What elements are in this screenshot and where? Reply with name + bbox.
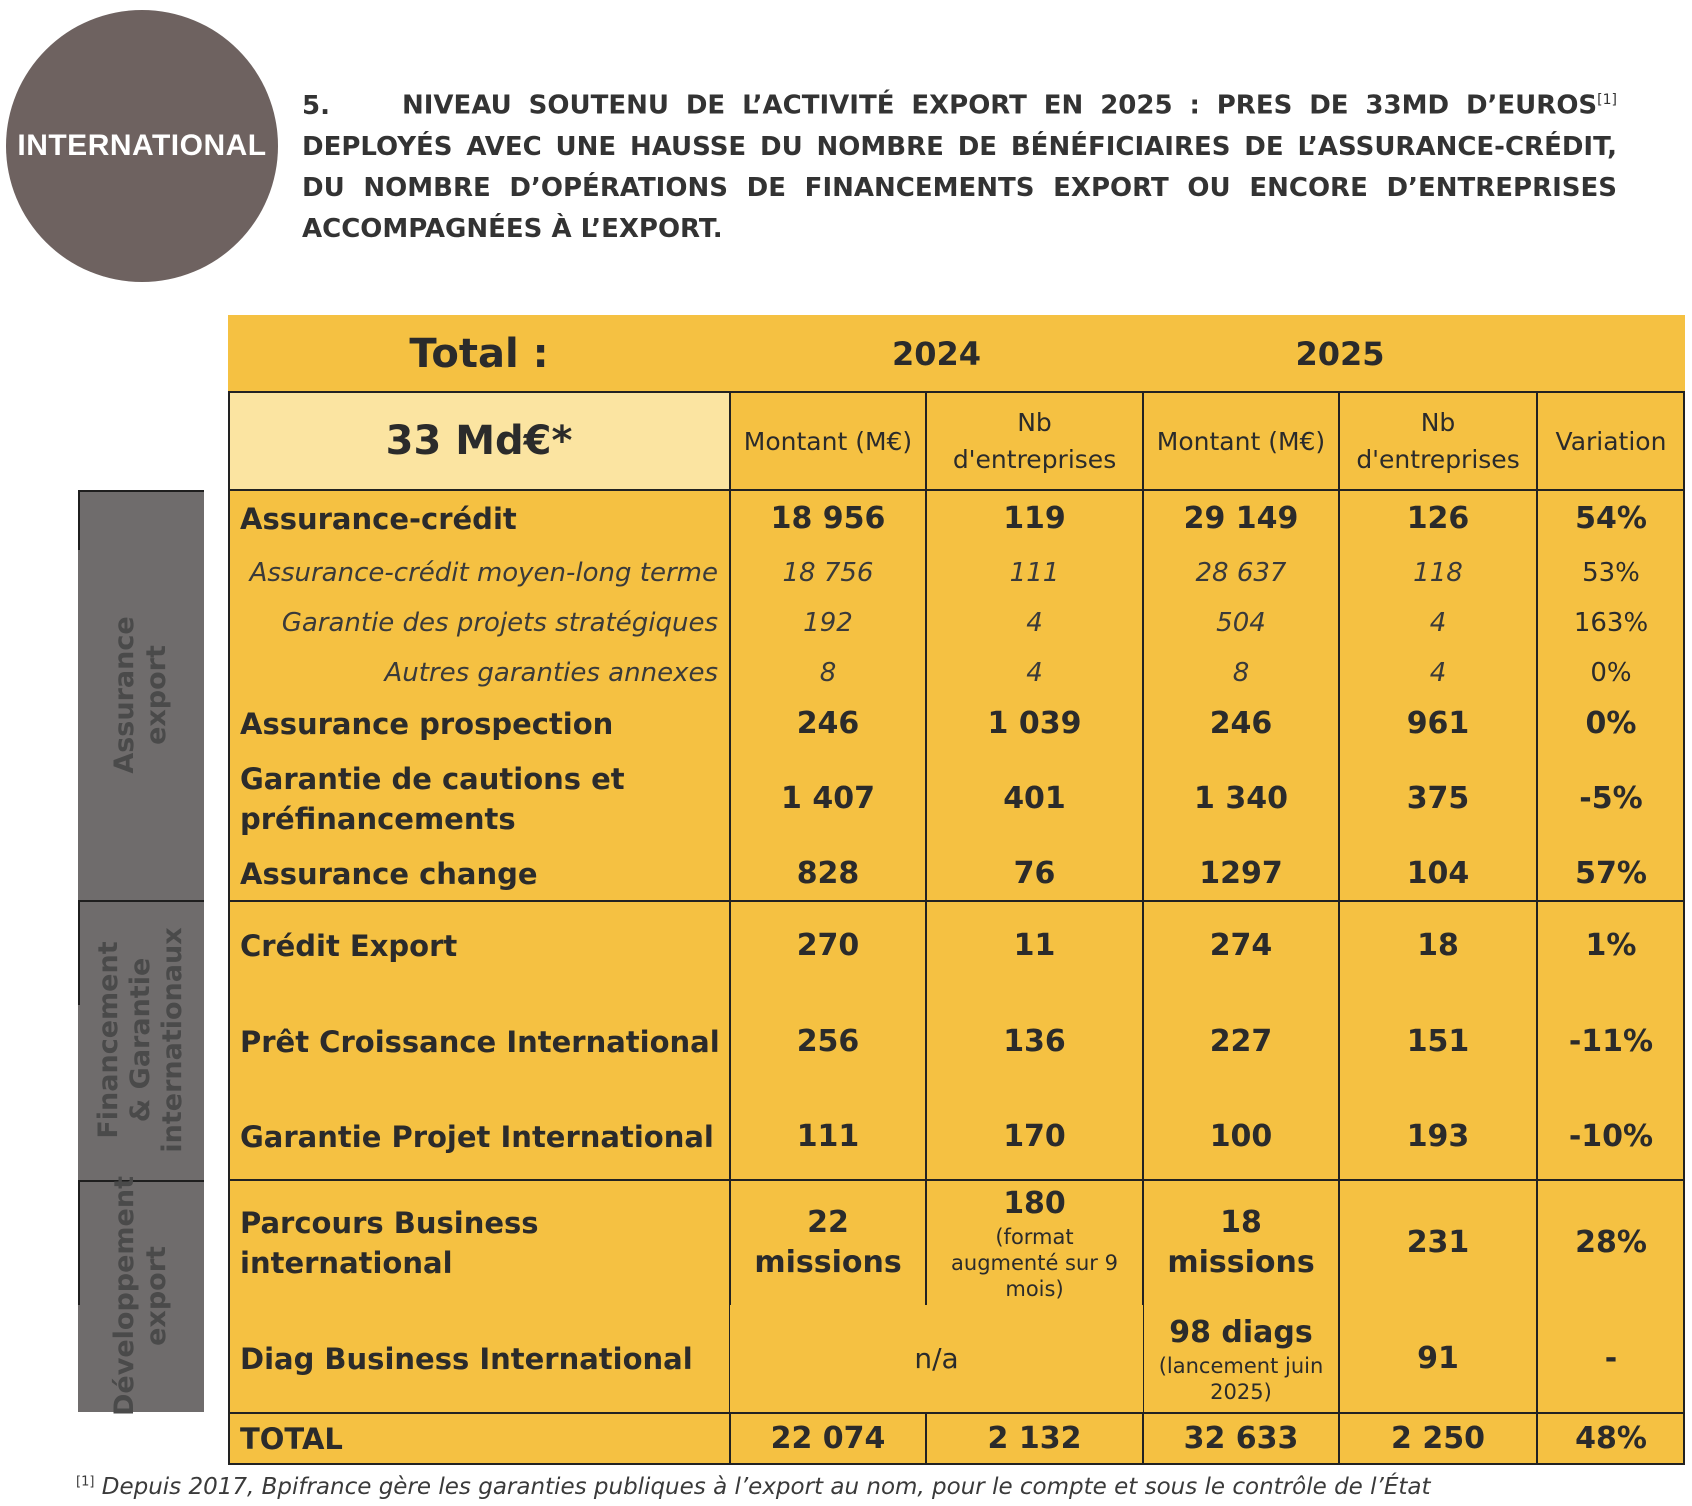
heading-text-after: DEPLOYÉS AVEC UNE HAUSSE DU NOMBRE DE BÉNÉFICIAIRES DE L’ASSURANCE-CRÉDIT, DU NOMBRE D’OPÉRATIONS DE FINANCEMENTS EXPORT OU ENCORE D’ENTREPRISES ACCOMPAGNÉES À L’EXPORT. [302,131,1617,244]
cell-companies-2025: 375 [1406,781,1470,816]
row-label: Assurance change [240,857,538,891]
cell-amount-2025 [1143,1305,1339,1412]
row-label: Diag Business International [240,1341,693,1376]
section-heading [302,80,1617,250]
row-label: Autres garanties annexes [384,658,718,688]
total-companies-2025: 2 250 [1391,1421,1485,1456]
badge-label: INTERNATIONAL [17,129,267,162]
total-companies-2024: 2 132 [987,1421,1082,1456]
cell-companies-2025: 126 [1406,501,1470,536]
cell-companies-2025: 4 [1429,658,1447,688]
cell-companies-2024: 401 [1003,781,1066,816]
header-amount-2025: Montant (M€) [1156,426,1326,456]
cell-variation: -11% [1568,1024,1654,1059]
group-label-assurance: Assurance export [109,616,172,774]
cell-companies-2025: 193 [1406,1118,1470,1154]
cell-variation: 28% [1575,1225,1647,1260]
cell-amount-2024: 192 [803,608,853,638]
cell-companies-2024: 11 [1013,928,1056,963]
header-total-label: Total : [409,330,549,377]
cell-variation: -5% [1579,781,1643,816]
footnote-text: Depuis 2017, Bpifrance gère les garanties publiques à l’export au nom, pour le compte et sous le contrôle de l’État [101,1474,1431,1500]
cell-amount-2025: 28 637 [1195,557,1287,588]
cell-companies-2025: 4 [1429,608,1447,638]
cell-companies-2024: 136 [1003,1024,1066,1059]
total-amount-2024: 22 074 [770,1421,886,1456]
cell-variation: 1% [1585,928,1637,963]
export-activity-table [228,315,1685,1465]
heading-footnote-ref: [1] [1597,92,1617,108]
cell-amount-2024: 18 956 [770,501,886,536]
cell-amount-2025-value: 98 diags [1169,1314,1313,1350]
heading-number: 5. [302,90,330,121]
row-label: Parcours Business international [240,1206,539,1280]
row-label: Crédit Export [240,929,458,963]
cell-amount-2025: 504 [1216,608,1266,638]
cell-amount-2025: 274 [1209,928,1273,963]
row-label: Assurance-crédit [240,502,517,536]
cell-companies-2025: 231 [1406,1225,1470,1260]
cell-variation: 53% [1582,557,1640,588]
cell-amount-2025: 227 [1209,1024,1273,1059]
group-assurance-export [78,490,204,900]
cell-variation: -10% [1568,1118,1654,1154]
cell-companies-2024 [926,1181,1143,1305]
cell-amount-2025-note: (lancement juin 2025) [1158,1353,1324,1404]
cell-companies-2025: 104 [1406,856,1470,891]
cell-companies-2025: 961 [1406,706,1470,741]
cell-amount-2024: 18 756 [782,557,874,588]
cell-companies-2024: 76 [1013,856,1056,891]
cell-amount-2024: 256 [796,1024,860,1059]
row-label: Garantie Projet International [240,1119,714,1154]
cell-companies-2025: 91 [1417,1340,1459,1376]
cell-not-available-2024: n/a [730,1305,1143,1412]
header-companies-2025: Nb d'entreprises [1356,408,1520,474]
cell-companies-2024-value: 180 [1003,1186,1066,1221]
header-year-2024: 2024 [891,334,982,373]
cell-amount-2024: 246 [796,706,860,741]
cell-amount-2025: 246 [1209,706,1273,741]
cell-variation: 54% [1575,501,1647,536]
cell-companies-2024: 1 039 [987,706,1082,741]
cell-companies-2024: 4 [1026,608,1043,638]
header-amount-2024: Montant (M€) [743,426,913,456]
cell-amount-2024: 8 [819,658,837,688]
cell-amount-2025: 8 [1232,658,1250,688]
cell-amount-2025: 1 340 [1194,781,1288,816]
cell-amount-2025: 100 [1209,1118,1273,1154]
international-badge [6,10,278,282]
cell-companies-2024: 111 [1009,557,1060,588]
heading-text-before: NIVEAU SOUTENU DE L’ACTIVITÉ EXPORT EN 2025 : PRES DE 33MD D’EUROS [402,90,1598,121]
cell-variation: 163% [1573,608,1649,638]
cell-amount-2024: 1 407 [781,781,875,816]
cell-amount-2024: 111 [796,1118,860,1154]
group-label-financement: Financement & Garantie internationaux [93,927,188,1153]
header-variation: Variation [1555,426,1667,456]
footnote-ref: [1] [76,1474,95,1490]
cell-amount-2024: 828 [796,856,860,891]
cell-variation: - [1604,1340,1618,1376]
group-financement-garantie [78,900,204,1180]
cell-amount-2024: 22 missions [754,1205,902,1280]
header-companies-2024: Nb d'entreprises [952,408,1117,474]
header-year-2025: 2025 [1295,334,1385,373]
group-developpement-export [78,1176,204,1416]
group-label-developpement: Développement export [109,1176,172,1416]
cell-amount-2025: 1297 [1199,856,1283,891]
cell-variation: 0% [1585,706,1637,741]
cell-variation: 0% [1590,658,1632,688]
cell-companies-2025: 151 [1406,1024,1470,1059]
row-label: Garantie des projets stratégiques [281,608,718,638]
total-variation: 48% [1575,1421,1647,1456]
row-label: Assurance-crédit moyen-long terme [249,557,718,588]
row-label: Assurance prospection [240,707,614,741]
cell-companies-2024: 4 [1026,658,1043,688]
cell-amount-2025: 29 149 [1183,501,1299,536]
cell-companies-2024: 170 [1003,1118,1066,1154]
total-amount-2025: 32 633 [1183,1421,1299,1456]
row-label: Garantie de cautions et préfinancements [240,762,625,836]
row-label: Prêt Croissance International [240,1025,720,1059]
footnote [76,1474,1676,1500]
cell-companies-2024: 119 [1003,501,1066,536]
header-total-amount: 33 Md€* [228,392,730,490]
cell-companies-2025: 118 [1413,557,1463,588]
cell-companies-2025: 18 [1417,928,1459,963]
total-row-label: TOTAL [240,1422,343,1456]
cell-variation: 57% [1575,856,1647,891]
cell-amount-2024: 270 [796,928,860,963]
cell-companies-2024-note: (format augmenté sur 9 mois) [951,1225,1118,1301]
cell-amount-2025: 18 missions [1167,1205,1315,1280]
